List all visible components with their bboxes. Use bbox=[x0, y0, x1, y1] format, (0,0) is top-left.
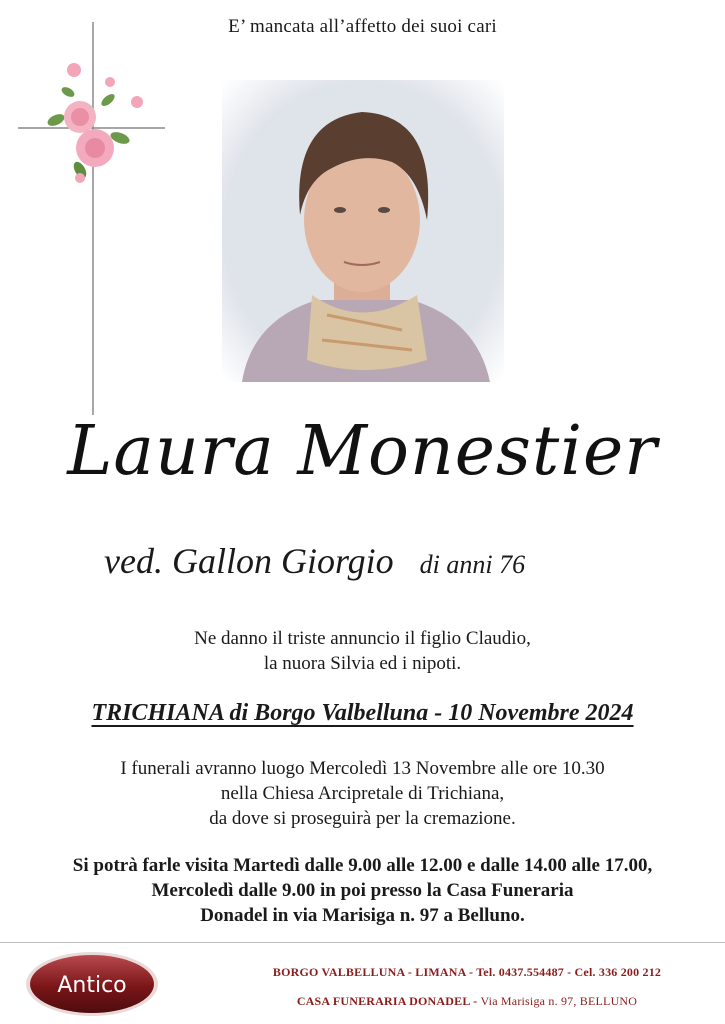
funeral-line-3: da dove si proseguirà per la cremazione. bbox=[209, 808, 516, 829]
widow-of-text: ved. Gallon Giorgio bbox=[104, 541, 394, 581]
footer-line-2 bbox=[232, 994, 702, 1009]
antico-logo bbox=[24, 950, 160, 1018]
announcement-line-1: Ne danno il triste annuncio il figlio Claudio, bbox=[194, 628, 531, 649]
widow-line bbox=[104, 540, 525, 582]
cross-with-roses-icon bbox=[10, 20, 180, 420]
footer-line-2-address: Via Marisiga n. 97, BELLUNO bbox=[480, 994, 638, 1008]
footer-line-1 bbox=[232, 965, 702, 980]
place-date-text: TRICHIANA di Borgo Valbelluna - 10 Novembre 2024 bbox=[91, 700, 634, 726]
announcement bbox=[0, 626, 725, 676]
footer-line-2-name: CASA FUNERARIA DONADEL - bbox=[296, 994, 478, 1008]
visit-line-3: Donadel in via Marisiga n. 97 a Belluno. bbox=[200, 905, 525, 926]
place-date-heading bbox=[0, 700, 725, 727]
funeral-line-2: nella Chiesa Arcipretale di Trichiana, bbox=[220, 783, 505, 804]
visit-line-1: Si potrà farle visita Martedì dalle 9.00 alle 12.00 e dalle 14.00 alle 17.00, bbox=[72, 855, 653, 876]
portrait-photo bbox=[222, 80, 504, 382]
funeral-line-1: I funerali avranno luogo Mercoledì 13 Novembre alle ore 10.30 bbox=[120, 758, 605, 779]
visit-info bbox=[0, 853, 725, 928]
age-text: di anni 76 bbox=[419, 550, 526, 579]
intro-text: E’ mancata all’affetto dei suoi cari bbox=[228, 16, 497, 37]
visit-line-2: Mercoledì dalle 9.00 in poi presso la Casa Funeraria bbox=[151, 880, 574, 901]
announcement-line-2: la nuora Silvia ed i nipoti. bbox=[263, 653, 462, 674]
footer-divider bbox=[0, 942, 725, 943]
deceased-name: Laura Monestier bbox=[67, 412, 658, 491]
footer-line-1-phones: Tel. 0437.554487 - Cel. 336 200 212 bbox=[476, 965, 662, 979]
funeral-info bbox=[0, 756, 725, 831]
footer-line-1-location: BORGO VALBELLUNA - LIMANA - bbox=[272, 965, 474, 979]
logo-text: Antico bbox=[57, 973, 127, 998]
